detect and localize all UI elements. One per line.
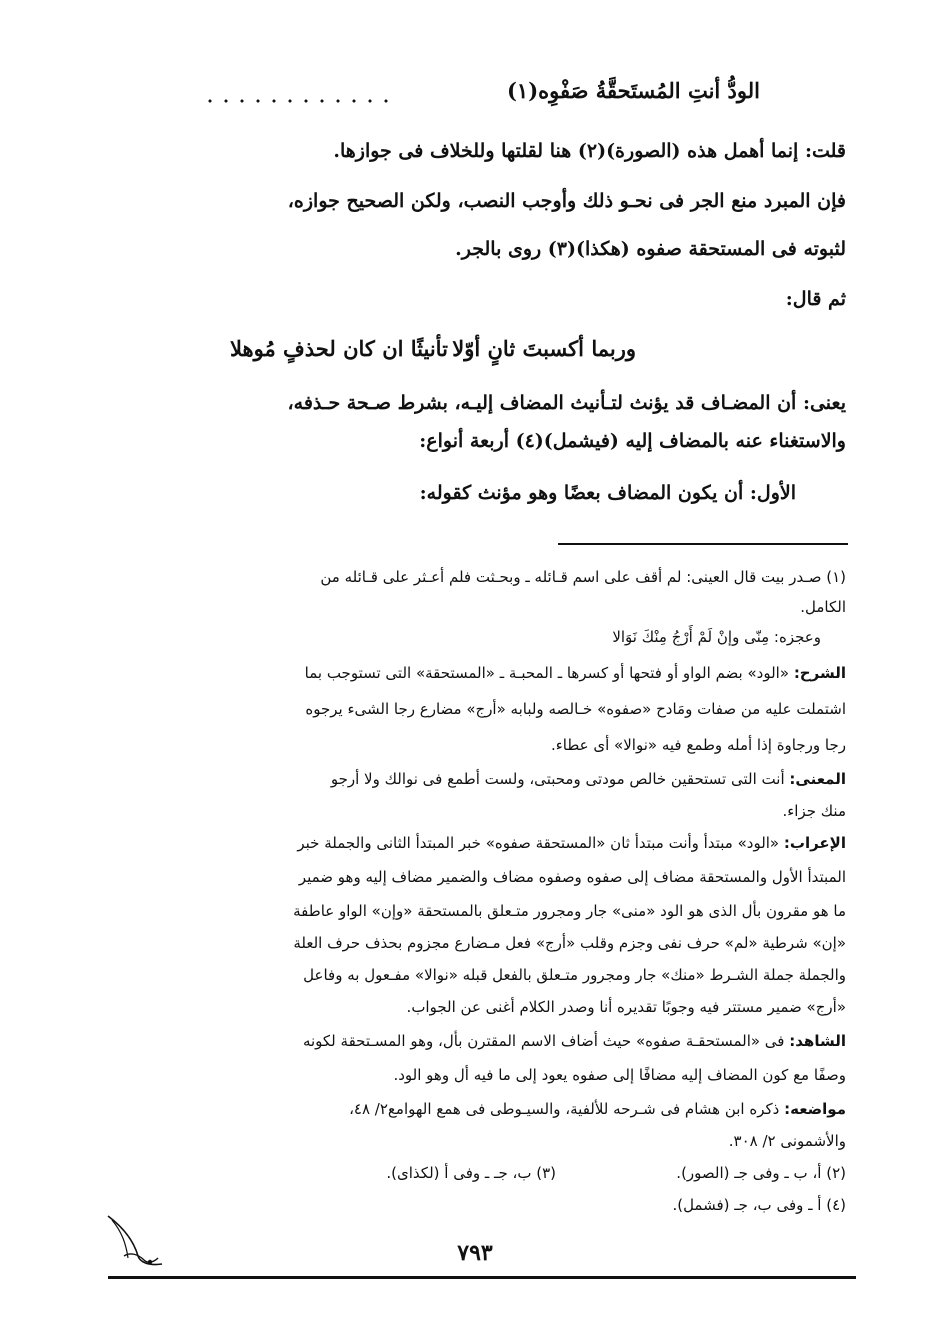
bottom-rule (108, 1276, 856, 1279)
sharh-text: «الود» بضم الواو أو فتحها أو كسرها ـ المحبـة ـ «المستحقة» التى تستوجب بما (304, 664, 790, 682)
paragraph-thumma-qal: ثم قال: (785, 288, 846, 310)
maana-text: أنت التى تستحقين خالص مودتى ومحبتى، ولست أطمع فى نوالك ولا أرجو (330, 770, 785, 788)
mawadi-line1 (349, 1100, 846, 1118)
mawadi-line2: والأشمونى ٢/ ٣٠٨. (728, 1132, 846, 1150)
shahid-line2: وصفًا مع كون المضاف إليه مضافًا إلى صفوه يعود إلى ما فيه أل وهو الود. (393, 1066, 846, 1084)
sharh-line3: رجا ورجاوة إذا أمله وطمع فيه «نوالا» أى عطاء. (550, 736, 846, 754)
paragraph-yani-line2: والاستغناء عنه بالمضاف إليه (فيشمل)(٤) أربعة أنواع: (419, 430, 846, 452)
irab-line3: ما هو مقرون بأل الذى هو الود «منى» جار ومجرور متـعلق بالمستحقة «وإن» الواو عاطفة (293, 902, 846, 920)
irab-line4: «إن» شرطية «لم» حرف نفى وجزم وقلب «أرج» فعل مـضارع مجزوم بحذف حرف العلة (293, 934, 846, 952)
paragraph-qult: قلت: إنما أهمل هذه (الصورة)(٢) هنا لقلتها وللخلاف فى جوازها. (333, 140, 846, 162)
sharh-line2: اشتملت عليه من صفات ومَادح «صفوه» خـالصه ولبابه «أرج» مضارع رجا الشىء يرجوه (305, 700, 846, 718)
irab-line5: والجملة جملة الشـرط «منك» جار ومجرور متـعلق بالفعل قبله «نوالا» مفـعول به وفاعل (303, 966, 846, 984)
verse-second-hemistich: تأنيثًا ان كان لحذفٍ مُوهلا (230, 336, 448, 361)
quill-ornament-icon (104, 1212, 168, 1272)
shahid-text: فى «المستحقـة صفوه» حيث أضاف الاسم المقترن بأل، وهو المسـتحقة لكونه (302, 1032, 785, 1050)
mawadi-label: مواضعه: (784, 1100, 846, 1118)
sharh-line1 (305, 664, 846, 682)
footnote-separator (558, 543, 848, 545)
irab-label: الإعراب: (783, 834, 846, 852)
mawadi-text: ذكره ابن هشام فى شـرحه للألفية، والسيـوطى فى همع الهوامع٢/ ٤٨، (349, 1100, 780, 1118)
irab-line2: المبتدأ الأول والمستحقة مضاف إلى صفوه وصفوه مضاف والضمير مضاف إليه وهو ضمير (298, 868, 846, 886)
verse-first-hemistich: وربما أكسبتَ ثانٍ أوّلا (452, 336, 636, 361)
footnote-1-line1: (١) صـدر بيت قال العينى: لم أقف على اسم قـائله ـ وبحـثت فلم أعـثر على قـائله من (320, 568, 846, 586)
maana-line2: منك جزاء. (782, 802, 846, 820)
paragraph-yani-line1: يعنى: أن المضـاف قد يؤنث لتـأنيث المضاف إليـه، بشرط صـحة حـذفه، (287, 392, 846, 414)
maana-label: المعنى: (789, 770, 846, 788)
footnote-3: (٣) ب، جـ ـ وفى أ (لكذاى). (386, 1164, 556, 1182)
ellipsis-dots (202, 98, 397, 104)
footnote-4: (٤) أ ـ وفى ب، جـ (فشمل). (672, 1196, 846, 1214)
irab-line1 (297, 834, 846, 852)
footnote-1-line2: الكامل. (800, 598, 846, 616)
footnote-2: (٢) أ، ب ـ وفى جـ (الصور). (676, 1164, 846, 1182)
footnote-1-line3: وعجزه: مِنّى وإنْ لَمْ أَرْجُ مِنْكَ نَوَالا (612, 628, 821, 646)
irab-text: «الود» مبتدأ وأنت مبتدأ ثان «المستحقة صفوه» خبر المبتدأ الثانى والجملة خبر (297, 834, 780, 852)
shahid-label: الشاهد: (789, 1032, 846, 1050)
paragraph-mubarrad-line1: فإن المبرد منع الجر فى نحـو ذلك وأوجب النصب، ولكن الصحيح جوازه، (287, 190, 846, 212)
top-verse-fragment: الودُّ أنتِ المُستَحقَّةُ صَفْوِه(١) (506, 78, 760, 103)
irab-line6: «أرج» ضمير مستتر فيه وجوبًا تقديره أنا وصدر الكلام أغنى عن الجواب. (406, 998, 846, 1016)
paragraph-awwal: الأول: أن يكون المضاف بعضًا وهو مؤنث كقوله: (419, 482, 796, 504)
sharh-label: الشرح: (793, 664, 846, 682)
paragraph-mubarrad-line2: لثبوته فى المستحقة صفوه (هكذا)(٣) روى بالجر. (455, 238, 846, 260)
maana-line1 (331, 770, 846, 788)
page-number: ٧٩٣ (457, 1240, 493, 1266)
shahid-line1 (303, 1032, 846, 1050)
